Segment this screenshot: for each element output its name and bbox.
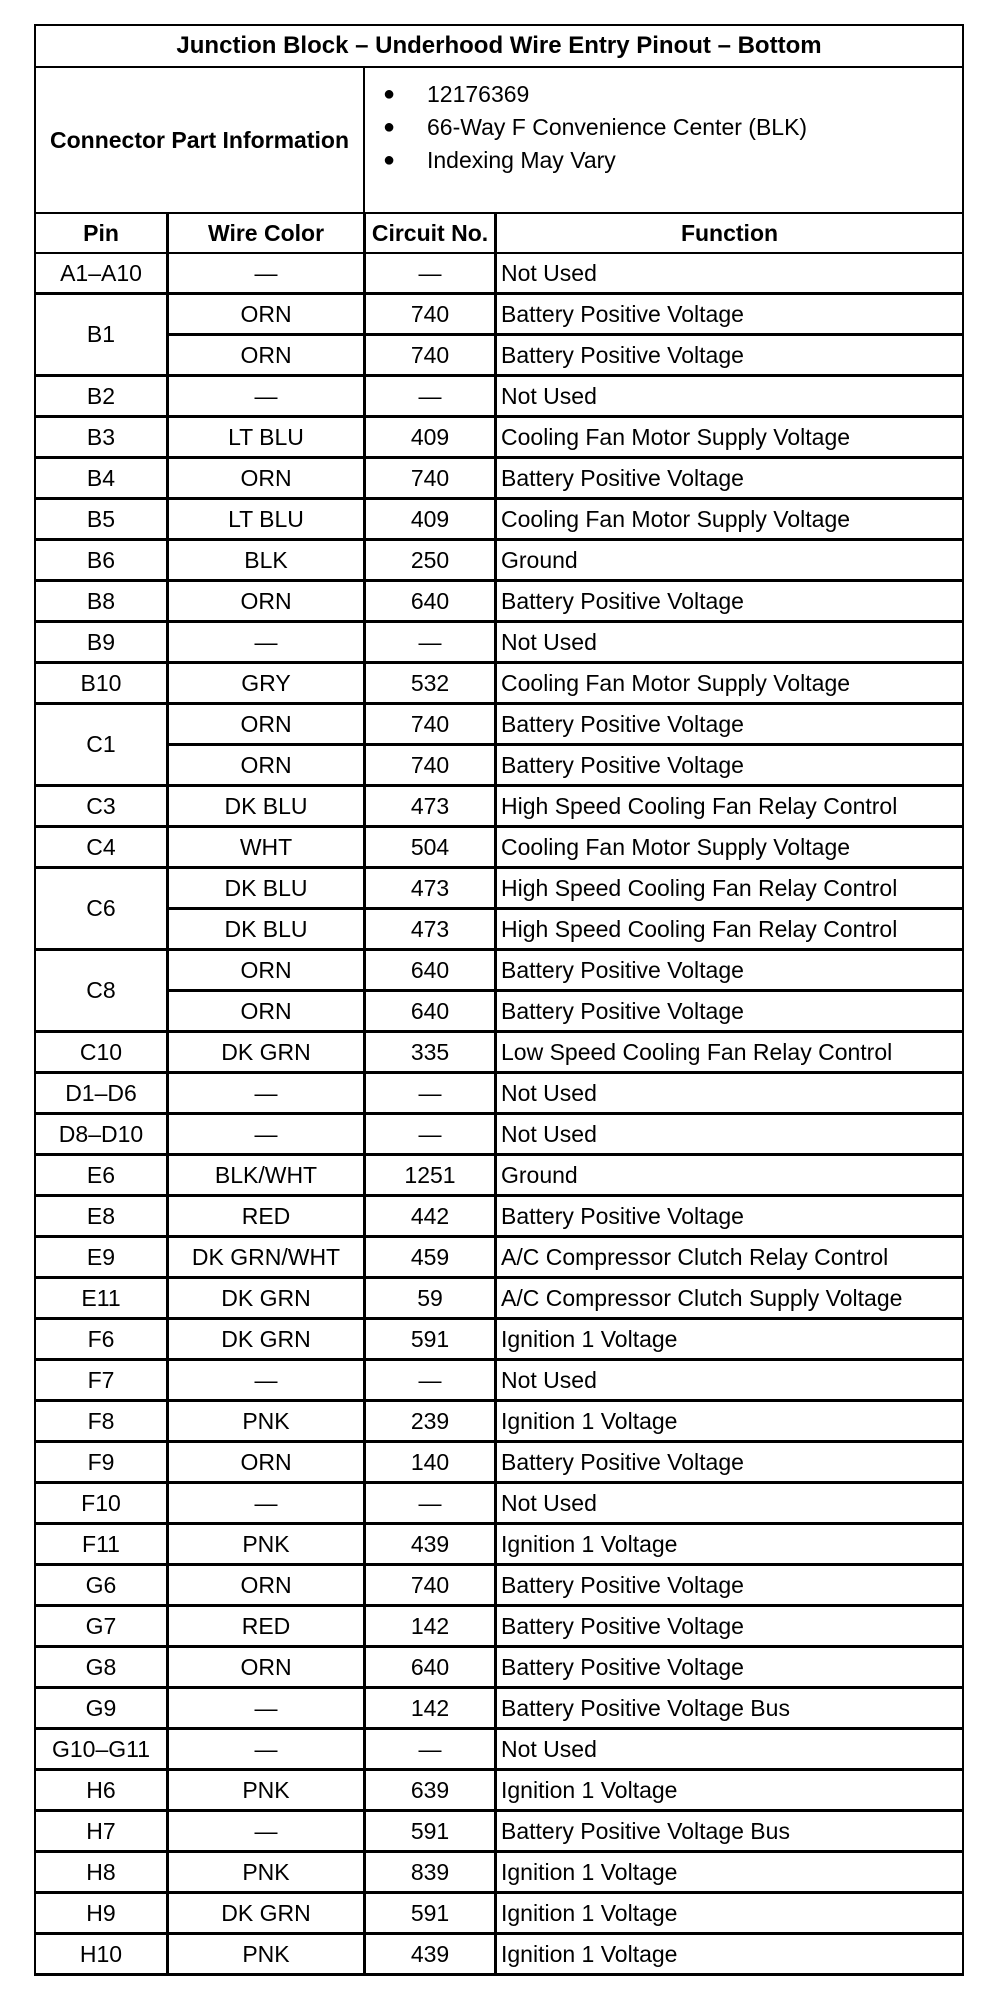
table-row [36,1320,964,1361]
wire-color-cell: ORN [169,336,365,377]
circuit-cell: 473 [365,910,497,951]
circuit-cell: 335 [365,1033,497,1074]
wire-color-cell: ORN [169,705,365,746]
pin-cell: B1 [36,295,169,377]
table-row [36,1648,964,1689]
column-header-function: Function [497,214,964,254]
wire-color-cell: ORN [169,1648,365,1689]
table-row [36,1443,964,1484]
table-row [36,910,964,951]
table-row [36,1484,964,1525]
pin-cell: B6 [36,541,169,582]
table-row [36,1156,964,1197]
function-cell: Not Used [497,377,964,418]
circuit-cell: 409 [365,500,497,541]
table-row [36,418,964,459]
pin-cell: C6 [36,869,169,951]
table-row [36,1361,964,1402]
table-row [36,664,964,705]
table-row [36,459,964,500]
pin-cell: D8–D10 [36,1115,169,1156]
function-cell: Cooling Fan Motor Supply Voltage [497,500,964,541]
circuit-cell: — [365,623,497,664]
pin-cell: E6 [36,1156,169,1197]
circuit-cell: 473 [365,787,497,828]
table-row [36,254,964,295]
circuit-cell: — [365,1361,497,1402]
wire-color-cell: ORN [169,1443,365,1484]
pin-cell: C3 [36,787,169,828]
wire-color-cell: ORN [169,746,365,787]
wire-color-cell: — [169,377,365,418]
bullet-icon: ● [383,116,396,138]
circuit-cell: 439 [365,1525,497,1566]
function-cell: Battery Positive Voltage Bus [497,1812,964,1853]
wire-color-cell: — [169,623,365,664]
table-row [36,1525,964,1566]
circuit-cell: — [365,1074,497,1115]
function-cell: Ignition 1 Voltage [497,1771,964,1812]
circuit-cell: 740 [365,705,497,746]
function-cell: Ignition 1 Voltage [497,1402,964,1443]
circuit-cell: 239 [365,1402,497,1443]
circuit-cell: — [365,1730,497,1771]
table-row [36,1566,964,1607]
function-cell: Ignition 1 Voltage [497,1894,964,1935]
pin-cell: G6 [36,1566,169,1607]
wire-color-cell: GRY [169,664,365,705]
table-row [36,705,964,746]
table-row [36,1607,964,1648]
table-title: Junction Block – Underhood Wire Entry Pinout – Bottom [36,26,964,68]
function-cell: Battery Positive Voltage [497,1197,964,1238]
circuit-cell: 140 [365,1443,497,1484]
circuit-cell: — [365,1484,497,1525]
pin-cell: C8 [36,951,169,1033]
circuit-cell: — [365,254,497,295]
wire-color-cell: ORN [169,459,365,500]
table-row [36,582,964,623]
table-row [36,1812,964,1853]
wire-color-cell: WHT [169,828,365,869]
function-cell: High Speed Cooling Fan Relay Control [497,910,964,951]
column-header-pin: Pin [36,214,169,254]
wire-color-cell: — [169,1689,365,1730]
function-cell: Not Used [497,623,964,664]
function-cell: Cooling Fan Motor Supply Voltage [497,664,964,705]
wire-color-cell: — [169,1812,365,1853]
pin-cell: F11 [36,1525,169,1566]
function-cell: A/C Compressor Clutch Supply Voltage [497,1279,964,1320]
pin-cell: B10 [36,664,169,705]
function-cell: Battery Positive Voltage [497,1566,964,1607]
wire-color-cell: DK GRN [169,1033,365,1074]
pinout-sheet [34,24,964,1976]
function-cell: Battery Positive Voltage [497,1607,964,1648]
table-row [36,377,964,418]
circuit-cell: 591 [365,1812,497,1853]
circuit-cell: 639 [365,1771,497,1812]
function-cell: Battery Positive Voltage [497,336,964,377]
pin-cell: H6 [36,1771,169,1812]
table-row [36,1197,964,1238]
table-row [36,828,964,869]
pin-cell: G8 [36,1648,169,1689]
table-row [36,1115,964,1156]
table-row [36,1853,964,1894]
table-row [36,1074,964,1115]
connector-part-number: 12176369 [427,81,530,107]
pin-cell: H9 [36,1894,169,1935]
function-cell: Battery Positive Voltage [497,1443,964,1484]
wire-color-cell: DK BLU [169,910,365,951]
circuit-cell: 740 [365,336,497,377]
table-row [36,295,964,336]
table-row [36,1771,964,1812]
pin-cell: F8 [36,1402,169,1443]
circuit-cell: 459 [365,1238,497,1279]
wire-color-cell: ORN [169,295,365,336]
table-row [36,1238,964,1279]
wire-color-cell: RED [169,1607,365,1648]
function-cell: Battery Positive Voltage [497,1648,964,1689]
function-cell: Ignition 1 Voltage [497,1320,964,1361]
connector-description: 66-Way F Convenience Center (BLK) [427,114,808,140]
pin-cell: G7 [36,1607,169,1648]
wire-color-cell: PNK [169,1853,365,1894]
circuit-cell: 740 [365,459,497,500]
wire-color-cell: PNK [169,1525,365,1566]
table-row [36,1689,964,1730]
function-cell: Battery Positive Voltage [497,705,964,746]
connector-indexing-note: Indexing May Vary [427,147,616,173]
function-cell: Ground [497,541,964,582]
pinout-table [34,24,964,1976]
wire-color-cell: DK GRN/WHT [169,1238,365,1279]
pin-cell: H8 [36,1853,169,1894]
circuit-cell: 740 [365,746,497,787]
wire-color-cell: DK BLU [169,787,365,828]
function-cell: Ground [497,1156,964,1197]
pin-cell: E11 [36,1279,169,1320]
function-cell: Not Used [497,1115,964,1156]
function-cell: High Speed Cooling Fan Relay Control [497,787,964,828]
connector-info-list-cell [365,68,964,214]
pinout-rows [36,254,964,1976]
function-cell: Not Used [497,1730,964,1771]
table-row [36,500,964,541]
pin-cell: F9 [36,1443,169,1484]
pin-cell: H10 [36,1935,169,1976]
table-row [36,623,964,664]
wire-color-cell: — [169,1484,365,1525]
pin-cell: F6 [36,1320,169,1361]
table-row [36,1894,964,1935]
table-row [36,869,964,910]
table-row [36,336,964,377]
function-cell: A/C Compressor Clutch Relay Control [497,1238,964,1279]
function-cell: Low Speed Cooling Fan Relay Control [497,1033,964,1074]
connector-info-item [383,78,962,111]
table-row [36,992,964,1033]
function-cell: Not Used [497,1074,964,1115]
circuit-cell: 740 [365,1566,497,1607]
function-cell: Not Used [497,1361,964,1402]
table-row [36,1033,964,1074]
wire-color-cell: RED [169,1197,365,1238]
pin-cell: H7 [36,1812,169,1853]
pin-cell: C4 [36,828,169,869]
circuit-cell: 142 [365,1607,497,1648]
wire-color-cell: BLK [169,541,365,582]
pin-cell: F10 [36,1484,169,1525]
wire-color-cell: ORN [169,582,365,623]
wire-color-cell: ORN [169,1566,365,1607]
circuit-cell: 142 [365,1689,497,1730]
pin-cell: B9 [36,623,169,664]
circuit-cell: 250 [365,541,497,582]
function-cell: Battery Positive Voltage Bus [497,1689,964,1730]
wire-color-cell: DK GRN [169,1894,365,1935]
circuit-cell: 59 [365,1279,497,1320]
connector-info-label: Connector Part Information [36,68,365,214]
wire-color-cell: — [169,1074,365,1115]
wire-color-cell: PNK [169,1935,365,1976]
column-header-wire-color: Wire Color [169,214,365,254]
circuit-cell: 439 [365,1935,497,1976]
table-row [36,1402,964,1443]
wire-color-cell: — [169,1361,365,1402]
wire-color-cell: DK GRN [169,1279,365,1320]
function-cell: Battery Positive Voltage [497,992,964,1033]
circuit-cell: 740 [365,295,497,336]
pin-cell: B8 [36,582,169,623]
circuit-cell: 640 [365,582,497,623]
function-cell: High Speed Cooling Fan Relay Control [497,869,964,910]
circuit-cell: 504 [365,828,497,869]
circuit-cell: 591 [365,1894,497,1935]
pin-cell: B5 [36,500,169,541]
pin-cell: F7 [36,1361,169,1402]
function-cell: Ignition 1 Voltage [497,1935,964,1976]
function-cell: Ignition 1 Voltage [497,1853,964,1894]
circuit-cell: 442 [365,1197,497,1238]
circuit-cell: 640 [365,992,497,1033]
wire-color-cell: DK BLU [169,869,365,910]
wire-color-cell: ORN [169,992,365,1033]
pin-cell: D1–D6 [36,1074,169,1115]
table-row [36,541,964,582]
pin-cell: B3 [36,418,169,459]
pin-cell: E8 [36,1197,169,1238]
function-cell: Battery Positive Voltage [497,295,964,336]
bullet-icon: ● [383,149,396,171]
wire-color-cell: ORN [169,951,365,992]
connector-info-item [383,144,962,177]
circuit-cell: 1251 [365,1156,497,1197]
pin-cell: B4 [36,459,169,500]
function-cell: Not Used [497,1484,964,1525]
function-cell: Battery Positive Voltage [497,951,964,992]
function-cell: Cooling Fan Motor Supply Voltage [497,828,964,869]
wire-color-cell: DK GRN [169,1320,365,1361]
table-row [36,787,964,828]
wire-color-cell: LT BLU [169,500,365,541]
wire-color-cell: PNK [169,1771,365,1812]
column-header-circuit: Circuit No. [365,214,497,254]
pin-cell: E9 [36,1238,169,1279]
wire-color-cell: — [169,1730,365,1771]
circuit-cell: 532 [365,664,497,705]
circuit-cell: 409 [365,418,497,459]
pin-cell: G9 [36,1689,169,1730]
table-row [36,1935,964,1976]
table-row [36,1279,964,1320]
function-cell: Ignition 1 Voltage [497,1525,964,1566]
pin-cell: B2 [36,377,169,418]
pin-cell: G10–G11 [36,1730,169,1771]
table-row [36,951,964,992]
circuit-cell: 640 [365,1648,497,1689]
function-cell: Battery Positive Voltage [497,582,964,623]
wire-color-cell: BLK/WHT [169,1156,365,1197]
pin-cell: C1 [36,705,169,787]
function-cell: Cooling Fan Motor Supply Voltage [497,418,964,459]
circuit-cell: — [365,1115,497,1156]
function-cell: Battery Positive Voltage [497,459,964,500]
function-cell: Not Used [497,254,964,295]
circuit-cell: 640 [365,951,497,992]
connector-info-item [383,111,962,144]
wire-color-cell: — [169,1115,365,1156]
wire-color-cell: LT BLU [169,418,365,459]
table-row [36,746,964,787]
table-row [36,1730,964,1771]
wire-color-cell: PNK [169,1402,365,1443]
circuit-cell: — [365,377,497,418]
bullet-icon: ● [383,83,396,105]
circuit-cell: 591 [365,1320,497,1361]
circuit-cell: 473 [365,869,497,910]
function-cell: Battery Positive Voltage [497,746,964,787]
connector-info-list [365,78,962,177]
wire-color-cell: — [169,254,365,295]
pin-cell: C10 [36,1033,169,1074]
circuit-cell: 839 [365,1853,497,1894]
pin-cell: A1–A10 [36,254,169,295]
